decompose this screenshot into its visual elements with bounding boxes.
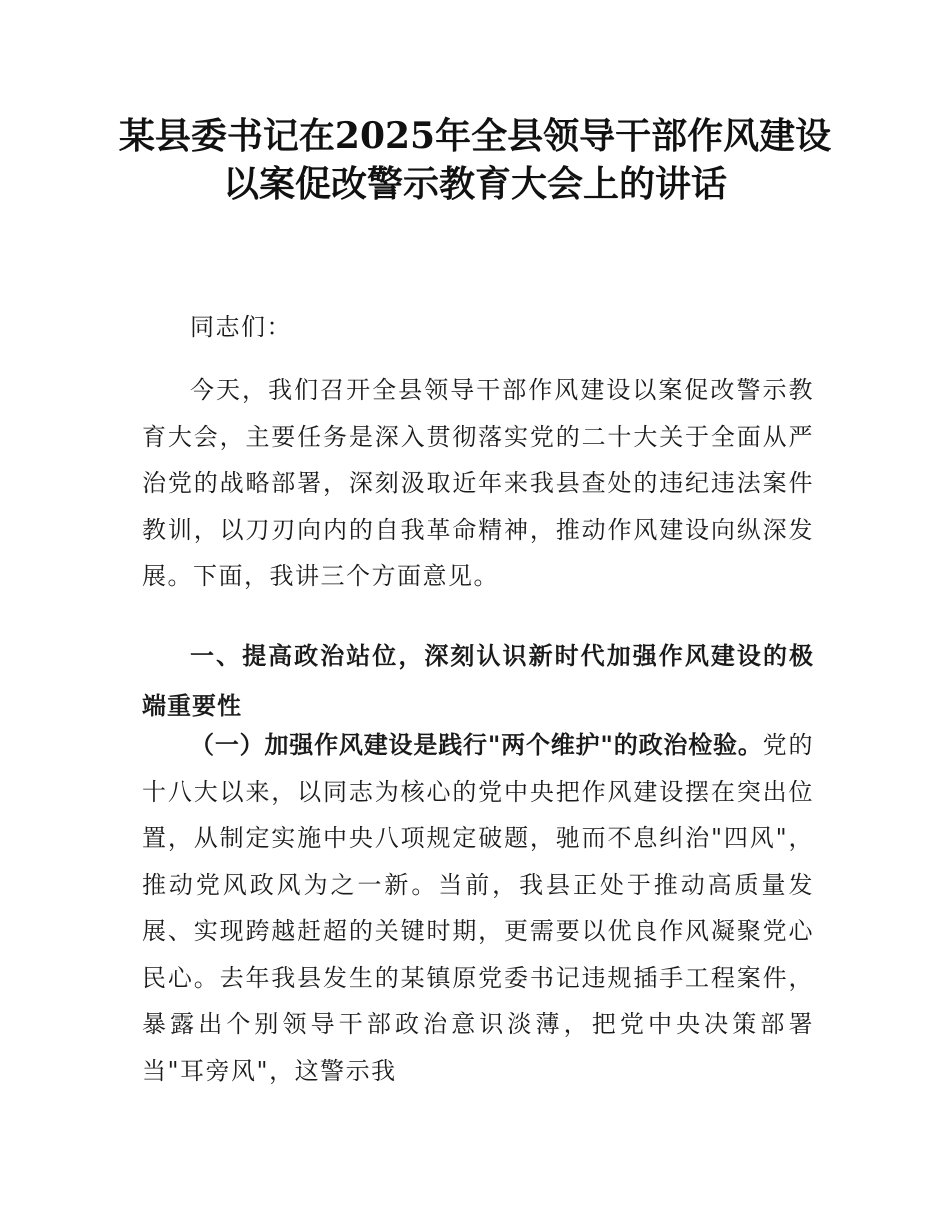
subsection-1-paragraph (142, 722, 814, 1094)
document-title (100, 112, 850, 208)
subsection-1-body: 党的十八大以来，以同志为核心的党中央把作风建设摆在突出位置，从制定实施中央八项规定破题，驰而不息纠治"四风"，推动党风政风为之一新。当前，我县正处于推动高质量发展、实现跨越赶超的关键时期，更需要以优良作风凝聚党心民心。去年我县发生的某镇原党委书记违规插手工程案件，暴露出个别领导干部政治意识淡薄，把党中央决策部署当"耳旁风"，这警示我 (142, 731, 814, 1085)
title-line-2: 以案促改警示教育大会上的讲话 (222, 163, 727, 205)
title-line-1: 某县委书记在2025年全县领导干部作风建设 (118, 115, 832, 157)
salutation: 同志们： (190, 313, 292, 341)
intro-paragraph: 今天，我们召开全县领导干部作风建设以案促改警示教育大会，主要任务是深入贯彻落实党的二十大关于全面从严治党的战略部署，深刻汲取近年来我县查处的违纪违法案件教训，以刀刃向内的自我革命精神，推动作风建设向纵深发展。下面，我讲三个方面意见。 (142, 376, 814, 590)
section-1-heading: 一、提高政治站位，深刻认识新时代加强作风建设的极端重要性 (142, 642, 814, 720)
subsection-1-heading: （一）加强作风建设是践行"两个维护"的政治检验。 (190, 731, 763, 759)
